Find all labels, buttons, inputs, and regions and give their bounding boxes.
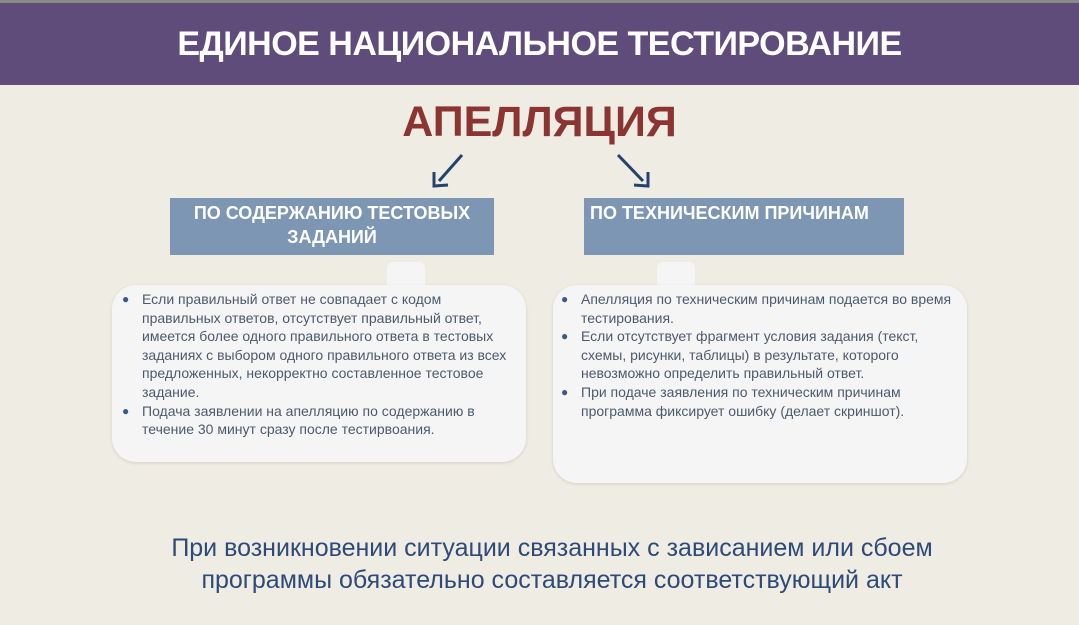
arrow-left-icon	[434, 155, 462, 186]
header-bar	[0, 3, 1079, 85]
list-item: ● При подаче заявления по техническим причинам программа фиксирует ошибку (делает скриншот).	[561, 383, 905, 419]
bullet-icon: ●	[561, 292, 569, 306]
bullet-icon: ●	[561, 329, 569, 344]
arrow-right-icon	[618, 155, 648, 186]
bullet-icon: ●	[122, 403, 130, 418]
footer-note: При возникновении ситуации связанных с зависанием или сбоем программы обязательно составляется соответствующий акт	[171, 534, 933, 594]
list-item: ● Если отсутствует фрагмент условия задания (текст, схемы, рисунки, таблицы) в результате, которого невозможно определить правильный ответ.	[561, 328, 919, 382]
category-content: ПО СОДЕРЖАНИЮ ТЕСТОВЫХ ЗАДАНИЙ	[170, 198, 494, 255]
header-title: ЕДИНОЕ НАЦИОНАЛЬНОЕ ТЕСТИРОВАНИЕ	[177, 24, 902, 63]
content-reasons-list	[120, 290, 512, 439]
list-item: ● Апелляция по техническим причинам подается во время тестирования.	[561, 291, 952, 326]
list-item: ● Подача заявлении на апелляцию по содержанию в течение 30 минут сразу после тестирвоания.	[122, 402, 475, 438]
technical-reasons-list	[559, 290, 953, 420]
category-technical: ПО ТЕХНИЧЕСКИМ ПРИЧИНАМ	[584, 198, 904, 255]
content-reasons-box	[112, 285, 526, 462]
bullet-icon: ●	[122, 292, 130, 306]
bullet-icon: ●	[561, 384, 569, 399]
list-item: ● Если правильный ответ не совпадает с кодом правильных ответов, отсутствует правильный ответ, имеется более одного правильного ответа в тестовых заданиях с выбором одного правильного ответа из всех предложенных, некорректно составленное тестовое задание.	[122, 291, 507, 400]
appeal-title: АПЕЛЛЯЦИЯ	[402, 98, 677, 146]
technical-reasons-box	[553, 285, 967, 483]
